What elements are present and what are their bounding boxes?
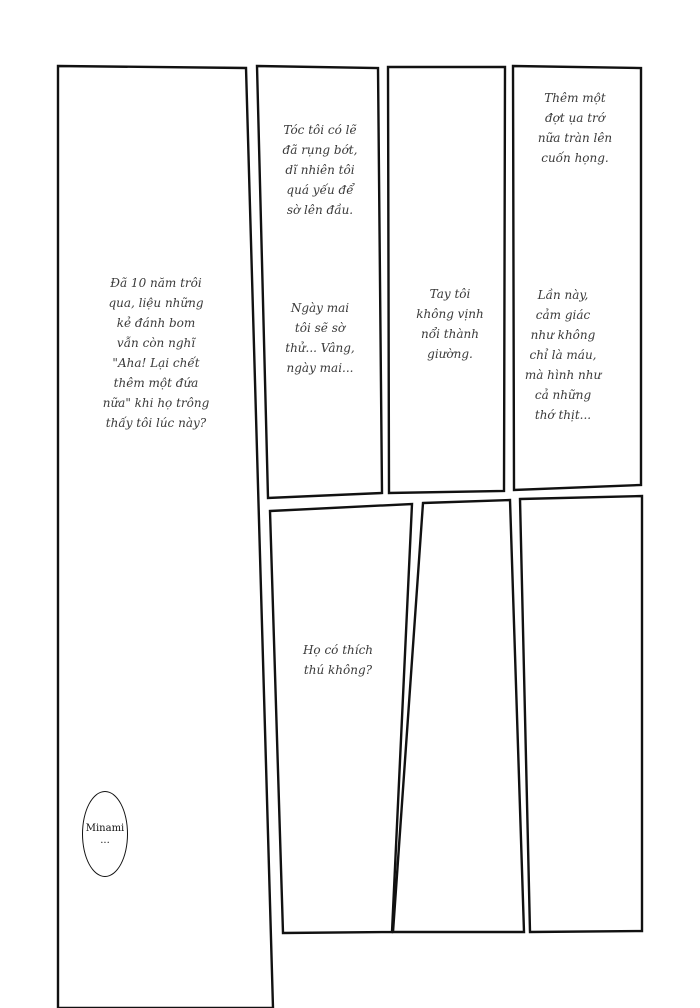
panel-top-3 xyxy=(388,67,505,493)
speech-bubble-trail: ... xyxy=(100,835,110,846)
panel-bottom-5 xyxy=(270,504,412,933)
caption-tomorrow: Ngày mai tôi sẽ sờ thử... Vâng, ngày mai... xyxy=(285,301,355,375)
caption-are-they-pleased: Họ có thích thú không? xyxy=(302,643,374,677)
caption-hair: Tóc tôi có lẽ đã rụng bớt, dĩ nhiên tôi quá yếu để sờ lên đầu. xyxy=(282,123,358,217)
caption-vomit: Thêm một đợt ụa trớ nữa tràn lên cuốn họng. xyxy=(537,91,613,165)
speech-bubble-name: Minami xyxy=(85,823,125,834)
caption-this-time: Lần này, cảm giác như không chỉ là máu, mà hình như cả những thớ thịt... xyxy=(524,288,602,422)
panel-bottom-6 xyxy=(393,500,524,932)
caption-hand: Tay tôi không vịnh nổi thành giường. xyxy=(416,287,484,361)
speech-bubble xyxy=(82,791,128,877)
caption-ten-years: Đã 10 năm trôi qua, liệu những kẻ đánh bom vẫn còn nghĩ "Aha! Lại chết thêm một đứa nữa" khi họ trông thấy tôi lúc này? xyxy=(102,276,210,430)
panel-bottom-7 xyxy=(520,496,642,932)
